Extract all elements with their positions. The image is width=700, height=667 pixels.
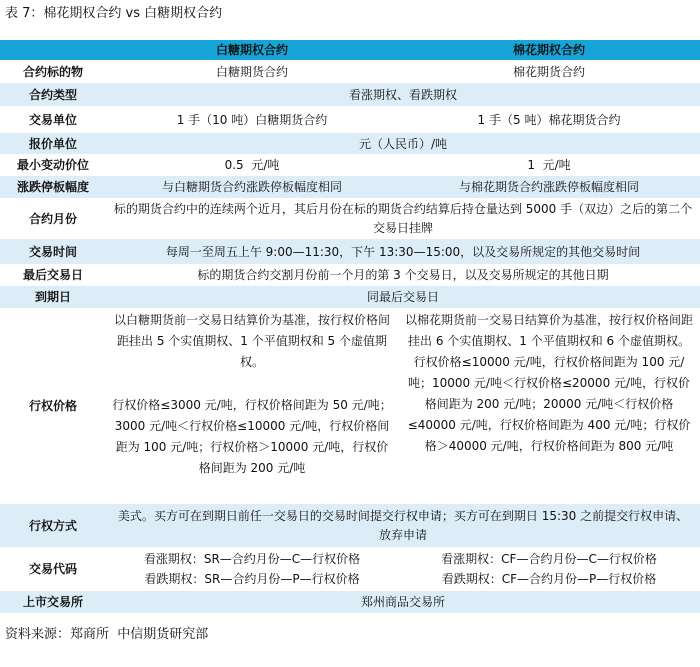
header-sugar: 白糖期权合约 <box>106 40 398 60</box>
row-label: 报价单位 <box>0 133 106 154</box>
row-label: 交易时间 <box>0 239 106 264</box>
strike-cotton-base: 以棉花期货前一交易日结算价为基准，按行权价格间距挂出 6 个实值期权、1 个平值期权和 6 个虚值期权。 <box>404 313 693 348</box>
table-row <box>0 60 700 83</box>
row-label: 交易单位 <box>0 106 106 133</box>
strike-sugar-base: 以白糖期货前一交易日结算价为基准，按行权价格间距挂出 5 个实值期权、1 个平值期权和 5 个虚值期权。 <box>113 313 390 369</box>
comparison-table <box>0 40 700 613</box>
cell-cotton: 棉花期货合约 <box>398 60 700 83</box>
row-label: 到期日 <box>0 286 106 308</box>
row-label: 上市交易所 <box>0 591 106 613</box>
cell-sugar <box>106 547 398 591</box>
cell-cotton: 与棉花期货合约涨跌停板幅度相同 <box>398 176 700 198</box>
cell-merged: 同最后交易日 <box>106 286 700 308</box>
table-row <box>0 504 700 547</box>
row-label: 最后交易日 <box>0 264 106 286</box>
table-row <box>0 176 700 198</box>
row-label: 合约类型 <box>0 83 106 106</box>
row-label: 合约月份 <box>0 198 106 239</box>
row-label: 最小变动价位 <box>0 154 106 176</box>
code-sugar-put: 看跌期权：SR—合约月份—P—行权价格 <box>144 572 360 586</box>
table-caption: 表 7：棉花期权合约 vs 白糖期权合约 <box>5 6 223 21</box>
cell-sugar: 白糖期货合约 <box>106 60 398 83</box>
row-label: 行权方式 <box>0 504 106 547</box>
cell-sugar: 与白糖期货合约涨跌停板幅度相同 <box>106 176 398 198</box>
cell-cotton: 1 元/吨 <box>398 154 700 176</box>
table-row <box>0 154 700 176</box>
code-cotton-put: 看跌期权：CF—合约月份—P—行权价格 <box>441 572 657 586</box>
row-label: 合约标的物 <box>0 60 106 83</box>
cell-cotton: 1 手（5 吨）棉花期货合约 <box>398 106 700 133</box>
strike-cotton-interval: 行权价格≤10000 元/吨，行权价格间距为 100 元/吨；10000 元/吨＜行权价格≤20000 元/吨，行权价格间距为 200 元/吨；20000 元/吨＜行权价格≤40000 元/吨，行权价格间距为 400 元/吨；行权价格＞40000 元/吨，行权价格间距为 800 元/吨 <box>407 355 691 453</box>
code-sugar-call: 看涨期权：SR—合约月份—C—行权价格 <box>143 552 361 566</box>
cell-sugar <box>106 308 398 504</box>
cell-merged: 美式。买方可在到期日前任一交易日的交易时间提交行权申请；买方可在到期日 15:30 之前提交行权申请、放弃申请 <box>106 504 700 547</box>
table-header-row <box>0 40 700 60</box>
table-row <box>0 264 700 286</box>
cell-cotton <box>398 547 700 591</box>
row-label: 行权价格 <box>0 308 106 504</box>
cell-merged: 标的期货合约中的连续两个近月，其后月份在标的期货合约结算后持仓量达到 5000 手（双边）之后的第二个交易日挂牌 <box>106 198 700 239</box>
source-note: 资料来源：郑商所 中信期货研究部 <box>5 627 209 642</box>
cell-sugar: 1 手（10 吨）白糖期货合约 <box>106 106 398 133</box>
cell-sugar: 0.5 元/吨 <box>106 154 398 176</box>
table-row <box>0 591 700 613</box>
cell-merged: 元（人民币）/吨 <box>106 133 700 154</box>
table-row <box>0 198 700 239</box>
cell-merged: 看涨期权、看跌期权 <box>106 83 700 106</box>
strike-sugar-interval: 行权价格≤3000 元/吨，行权价格间距为 50 元/吨；3000 元/吨＜行权价格≤10000 元/吨，行权价格间距为 100 元/吨；行权价格＞10000 元/吨，行权价格间距为 200 元/吨 <box>112 398 392 475</box>
table-row <box>0 547 700 591</box>
table-row <box>0 286 700 308</box>
table-row <box>0 239 700 264</box>
table-row <box>0 106 700 133</box>
cell-merged: 郑州商品交易所 <box>106 591 700 613</box>
code-cotton-call: 看涨期权：CF—合约月份—C—行权价格 <box>441 552 657 566</box>
cell-merged: 每周一至周五上午 9:00—11:30，下午 13:30—15:00，以及交易所规定的其他交易时间 <box>106 239 700 264</box>
table-row <box>0 133 700 154</box>
cell-cotton <box>398 308 700 504</box>
cell-merged: 标的期货合约交割月份前一个月的第 3 个交易日，以及交易所规定的其他日期 <box>106 264 700 286</box>
spacer <box>112 373 392 395</box>
table-row <box>0 308 700 504</box>
header-corner <box>0 40 106 60</box>
row-label: 交易代码 <box>0 547 106 591</box>
table-row <box>0 83 700 106</box>
row-label: 涨跌停板幅度 <box>0 176 106 198</box>
header-cotton: 棉花期权合约 <box>398 40 700 60</box>
